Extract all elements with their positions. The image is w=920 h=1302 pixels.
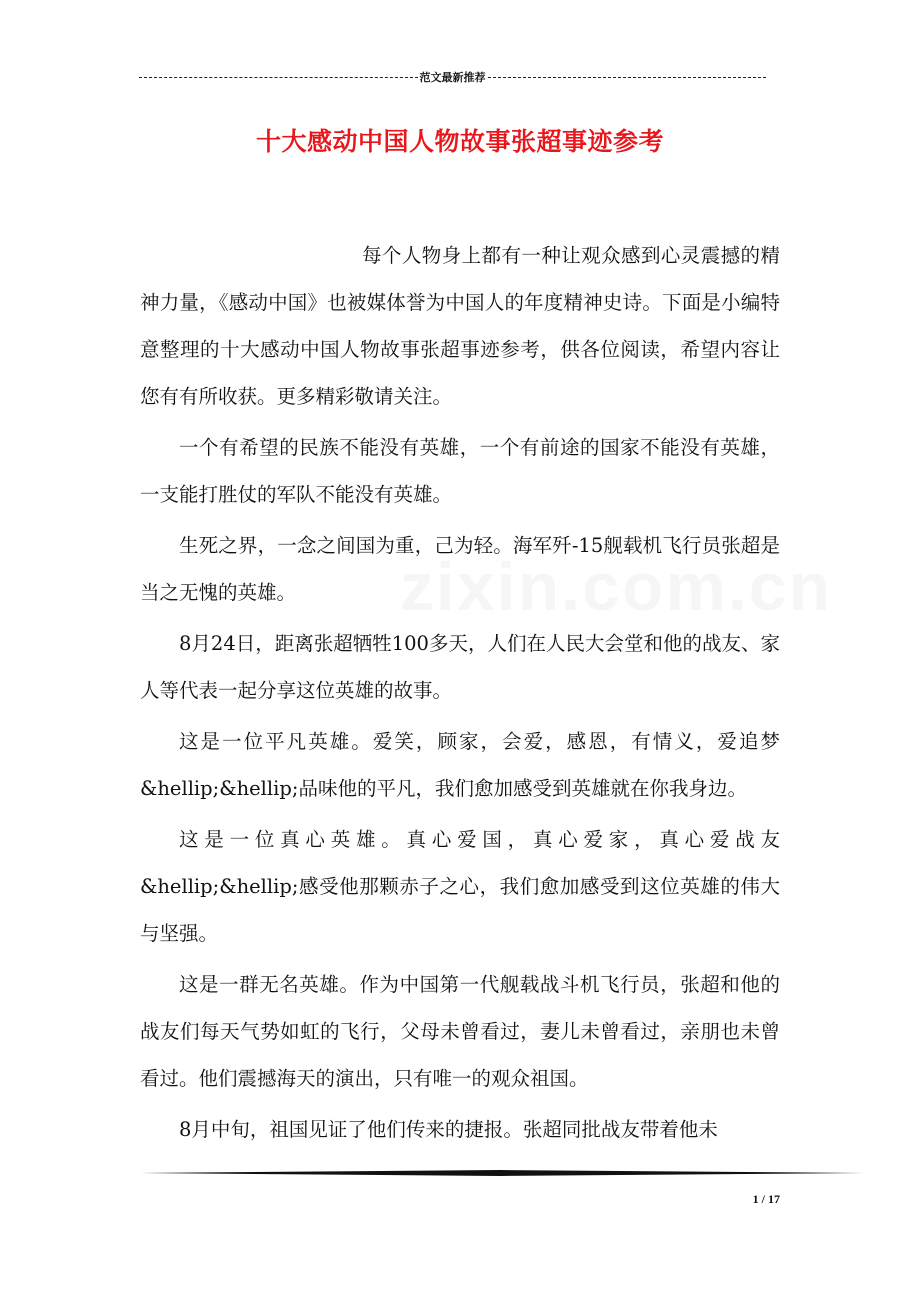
page-number: 1 / 17: [752, 1192, 780, 1206]
paragraph: 每个人物身上都有一种让观众感到心灵震撼的精神力量，《感动中国》也被媒体誉为中国人的年度精神史诗。下面是小编特意整理的十大感动中国人物故事张超事迹参考，供各位阅读，希望内容让您有有所收获。更多精彩敬请关注。: [140, 244, 780, 408]
paragraph: 这是一位平凡英雄。爱笑，顾家，会爱，感恩，有情义，爱追梦&hellip;&hellip;品味他的平凡，我们愈加感受到英雄就在你我身边。: [140, 730, 780, 800]
paragraph: 一个有希望的民族不能没有英雄，一个有前途的国家不能没有英雄，一支能打胜仗的军队不能没有英雄。: [140, 436, 780, 506]
footer-rule: [140, 1170, 864, 1176]
document-title: 十大感动中国人物故事张超事迹参考: [255, 127, 664, 156]
paragraph: 这是一位真心英雄。真心爱国，真心爱家，真心爱战友&hellip;&hellip;感受他那颗赤子之心，我们愈加感受到这位英雄的伟大与坚强。: [140, 828, 780, 945]
header-rule: [139, 67, 766, 87]
header-dash-left: [139, 77, 418, 78]
paragraph: 生死之界，一念之间国为重，己为轻。海军歼-15舰载机飞行员张超是当之无愧的英雄。: [140, 534, 780, 604]
paragraph: 这是一群无名英雄。作为中国第一代舰载战斗机飞行员，张超和他的战友们每天气势如虹的飞行，父母未曾看过，妻儿未曾看过，亲朋也未曾看过。他们震撼海天的演出，只有唯一的观众祖国。: [140, 973, 780, 1090]
paragraph: 8月中旬，祖国见证了他们传来的捷报。张超同批战友带着他未: [179, 1118, 718, 1141]
header-dash-right: [488, 77, 767, 78]
watermark: zixin.com.cn: [400, 549, 833, 625]
footer-rule-line: [140, 1170, 864, 1176]
document-body: [140, 232, 780, 1157]
paragraph: 8月24日，距离张超牺牲100多天，人们在人民大会堂和他的战友、家人等代表一起分享这位英雄的故事。: [140, 632, 780, 702]
header-label: 范文最新推荐: [419, 72, 486, 84]
